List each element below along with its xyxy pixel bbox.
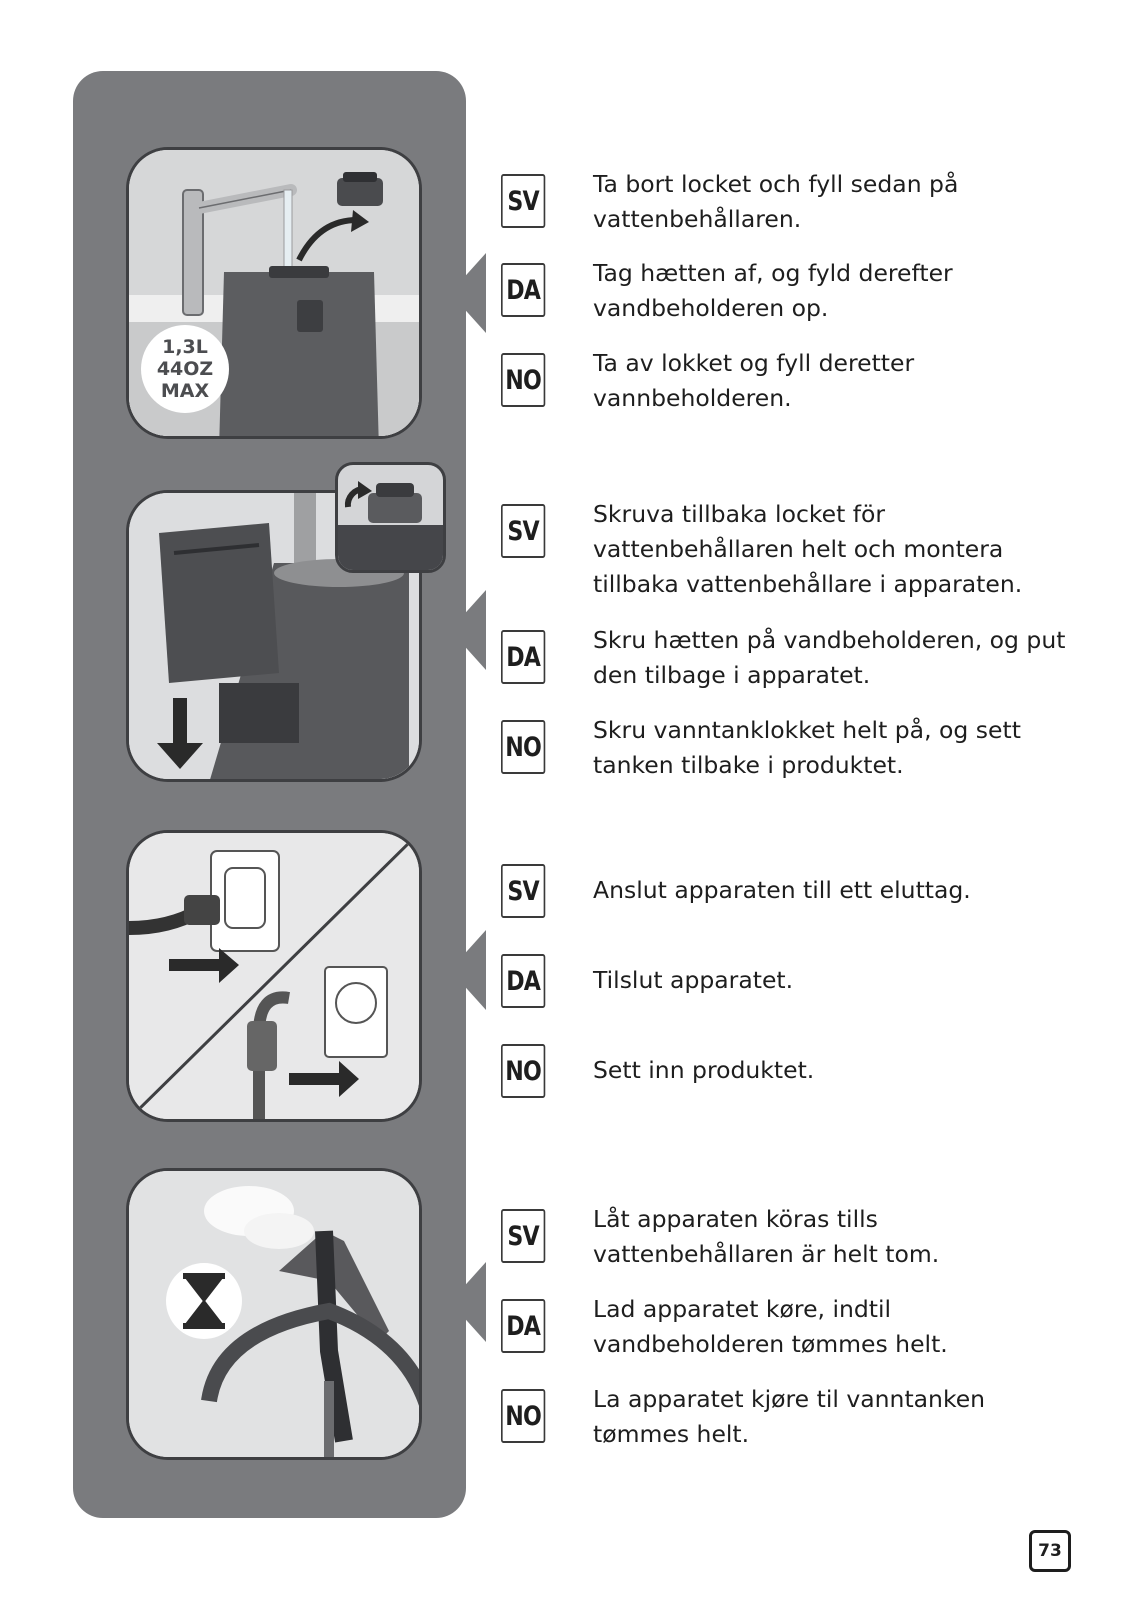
page-number: 73 [1029, 1530, 1071, 1572]
instruction-sv: Anslut apparaten till ett eluttag. [593, 876, 971, 904]
instruction-no: Skru vanntanklokket helt på, og sett tanken tilbake i produktet. [593, 716, 1021, 779]
step2-pointer [450, 590, 486, 670]
lang-tag-no: NO [501, 1044, 545, 1098]
instruction-da: Tag hætten af, og fyld derefter vandbeholderen op. [593, 259, 953, 322]
lang-tag-sv: SV [501, 504, 545, 558]
lang-tag-da: DA [501, 263, 545, 317]
lang-tag-sv: SV [501, 174, 545, 228]
capacity-badge [141, 325, 229, 413]
capacity-max: MAX [160, 380, 210, 402]
instruction-da: Tilslut apparatet. [593, 966, 794, 994]
capacity-liters: 1,3L [162, 336, 208, 358]
step3-pointer [450, 930, 486, 1010]
lang-tag-no: NO [501, 720, 545, 774]
instruction-da: Skru hætten på vandbeholderen, og put den tilbage i apparatet. [593, 626, 1066, 689]
lang-tag-sv: SV [501, 1209, 545, 1263]
lang-tag-no: NO [501, 1389, 545, 1443]
lang-tag-da: DA [501, 630, 545, 684]
instruction-no: Ta av lokket og fyll deretter vannbeholderen. [593, 349, 915, 412]
instruction-da: Lad apparatet køre, indtil vandbeholderen tømmes helt. [593, 1295, 948, 1358]
instruction-no: La apparatet kjøre til vanntanken tømmes helt. [593, 1385, 986, 1448]
lang-tag-da: DA [501, 954, 545, 1008]
step1-pointer [450, 253, 486, 333]
step4-pointer [450, 1262, 486, 1342]
illustration-run-until-empty [126, 1168, 422, 1460]
instruction-no: Sett inn produktet. [593, 1056, 815, 1084]
cap-rotate-inset [335, 462, 446, 573]
capacity-ounces: 44OZ [156, 358, 214, 380]
instruction-sv: Ta bort locket och fyll sedan på vattenbehållaren. [593, 170, 959, 233]
lang-tag-da: DA [501, 1299, 545, 1353]
instruction-sv: Låt apparaten köras tills vattenbehållaren är helt tom. [593, 1205, 940, 1268]
illustration-fill-tank [126, 147, 422, 439]
lang-tag-sv: SV [501, 864, 545, 918]
lang-tag-no: NO [501, 353, 545, 407]
illustration-plug-in [126, 830, 422, 1122]
instruction-sv: Skruva tillbaka locket för vattenbehållaren helt och montera tillbaka vattenbehållare i apparaten. [593, 500, 1023, 598]
